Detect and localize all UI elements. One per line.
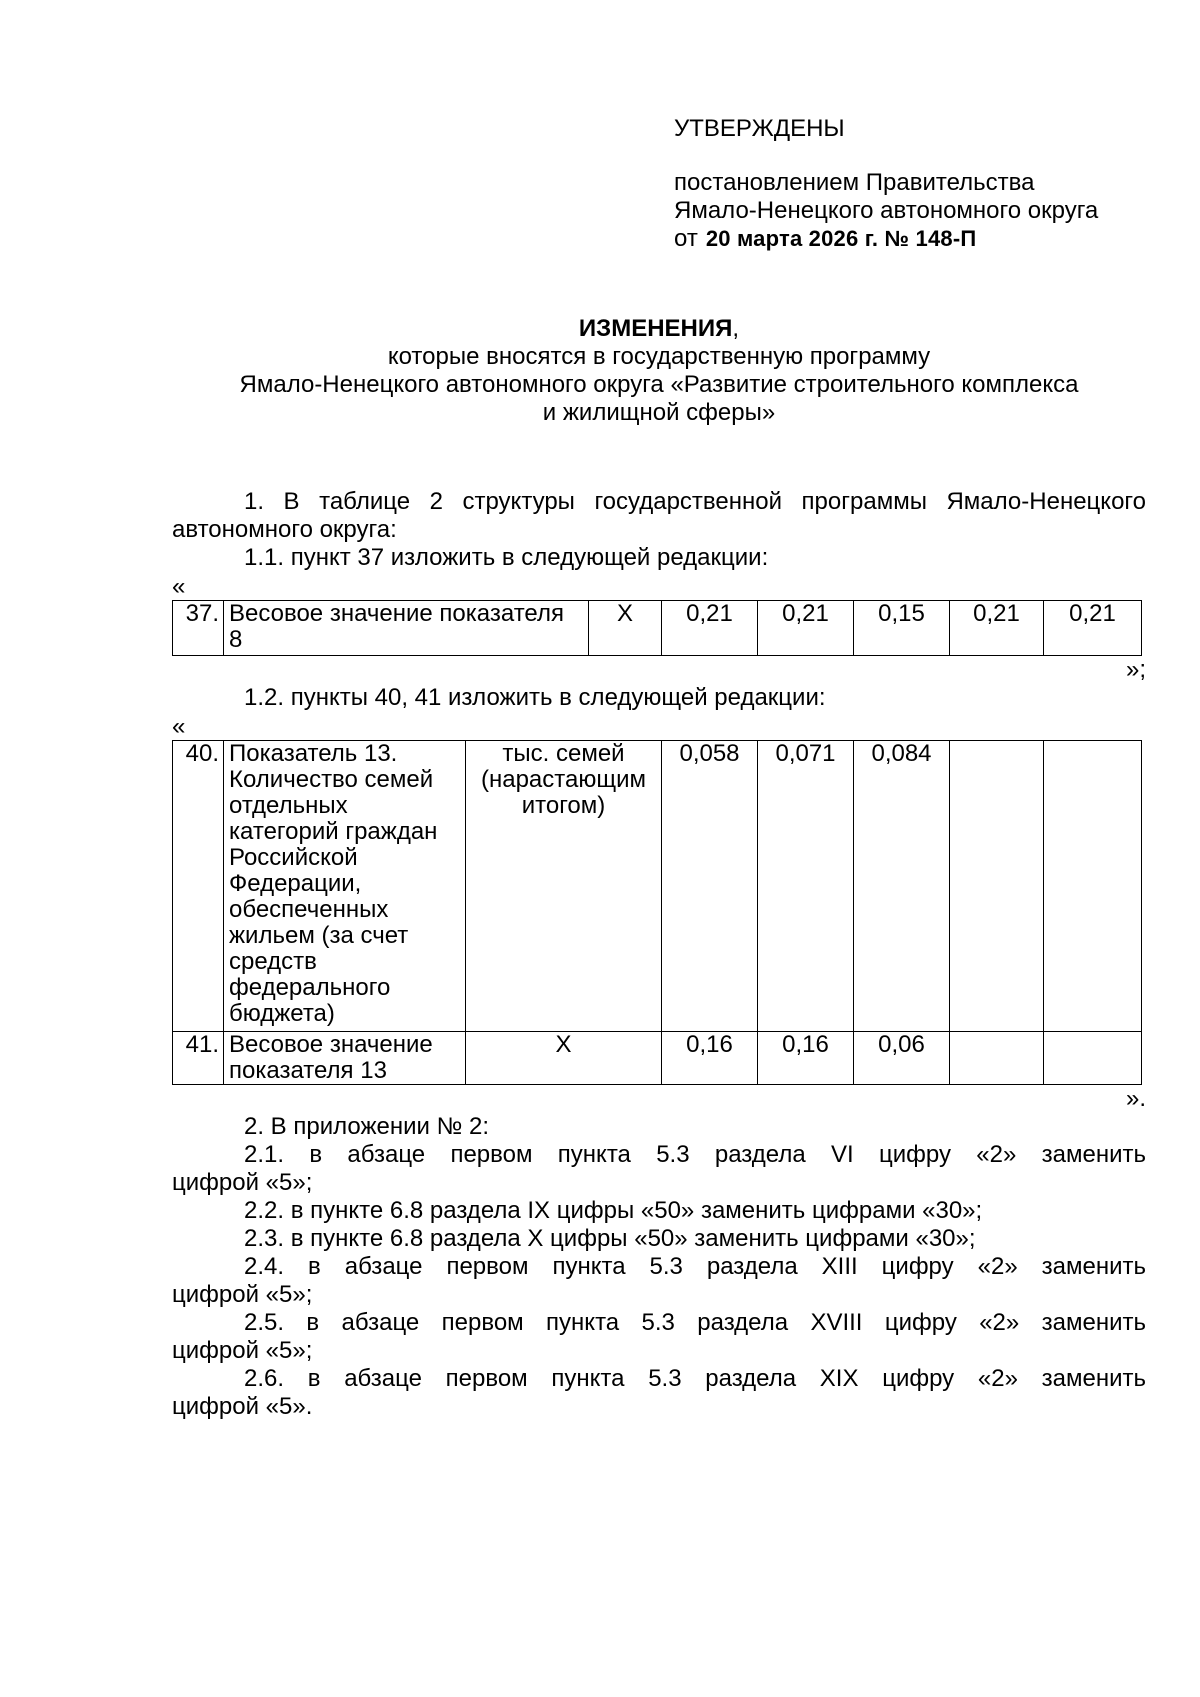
table-row [173,1032,1142,1085]
item-2-1-cont: цифрой «5»; [172,1169,313,1196]
title-line-2: Ямало-Ненецкого автономного округа «Развитие строительного комплекса [239,371,1079,398]
approval-line-2: Ямало-Ненецкого автономного округа [674,197,1099,224]
section2-intro: 2. В приложении № 2: [244,1113,490,1140]
title-main: ИЗМЕНЕНИЯ [578,315,733,342]
item-2-3: 2.3. в пункте 6.8 раздела X цифры «50» заменить цифрами «30»; [244,1225,976,1252]
row-value-5: 0,21 [1044,601,1142,656]
approval-date-line [674,225,1174,253]
section1-intro: 1. В таблице 2 структуры государственной программы Ямало-Ненецкого автономного округа: [172,488,1146,543]
title-line-3: и жилищной сферы» [542,399,776,426]
title-main-line [172,315,1146,343]
approval-block [674,115,1174,253]
row-name: Весовое значение показателя 13 [224,1032,466,1085]
row-value-2: 0,071 [758,741,854,1032]
row-value-4 [950,741,1044,1032]
from-label: от [674,225,698,252]
table-row [173,601,1142,656]
resolution-date-number: 20 марта 2026 г. № 148-П [705,226,977,251]
row-value-1: 0,058 [662,741,758,1032]
item-2-5: 2.5. в абзаце первом пункта 5.3 раздела XVIII цифру «2» заменить [244,1309,1146,1336]
row-value-3: 0,084 [854,741,950,1032]
item-2-6-cont: цифрой «5». [172,1393,313,1420]
title-main-suffix: , [732,315,740,342]
quote-close-1: »; [1125,656,1146,683]
quote-open-2: « [172,713,186,740]
approval-line-1: постановлением Правительства [674,169,1035,196]
row-name: Весовое значение показателя 8 [224,601,589,656]
row-number: 41. [173,1032,224,1085]
quote-close-2: ». [1125,1085,1146,1112]
row-unit: X [466,1032,662,1085]
row-number: 40. [173,741,224,1032]
table-row [173,741,1142,1032]
item-2-6: 2.6. в абзаце первом пункта 5.3 раздела XIX цифру «2» заменить [244,1365,1146,1392]
item-2-1: 2.1. в абзаце первом пункта 5.3 раздела VI цифру «2» заменить [244,1141,1146,1168]
item-2-5-cont: цифрой «5»; [172,1337,313,1364]
quote-open-1: « [172,573,186,600]
item-2-4-cont: цифрой «5»; [172,1281,313,1308]
row-number: 37. [173,601,224,656]
item-2-4: 2.4. в абзаце первом пункта 5.3 раздела XIII цифру «2» заменить [244,1253,1146,1280]
item-1-2: 1.2. пункты 40, 41 изложить в следующей редакции: [244,684,826,711]
row-value-3: 0,06 [854,1032,950,1085]
item-2-2: 2.2. в пункте 6.8 раздела IX цифры «50» заменить цифрами «30»; [244,1197,983,1224]
row-unit: тыс. семей (нарастающим итогом) [466,741,662,1032]
row-value-3: 0,15 [854,601,950,656]
row-value-4 [950,1032,1044,1085]
row-value-5 [1044,1032,1142,1085]
row-unit: X [589,601,662,656]
title-line-1: которые вносятся в государственную программу [387,343,931,370]
item-1-1: 1.1. пункт 37 изложить в следующей редакции: [244,544,769,571]
row-value-5 [1044,741,1142,1032]
row-value-1: 0,21 [662,601,758,656]
row-value-2: 0,16 [758,1032,854,1085]
row-value-2: 0,21 [758,601,854,656]
document-body [172,488,1146,1421]
document-title [172,315,1146,427]
table-items-40-41 [172,740,1142,1085]
table-item-37 [172,600,1142,656]
row-name: Показатель 13. Количество семей отдельных категорий граждан Российской Федерации, обеспеченных жильем (за счет средств федерального бюджета) [224,741,466,1032]
row-value-1: 0,16 [662,1032,758,1085]
row-value-4: 0,21 [950,601,1044,656]
approved-heading: УТВЕРЖДЕНЫ [674,115,845,142]
